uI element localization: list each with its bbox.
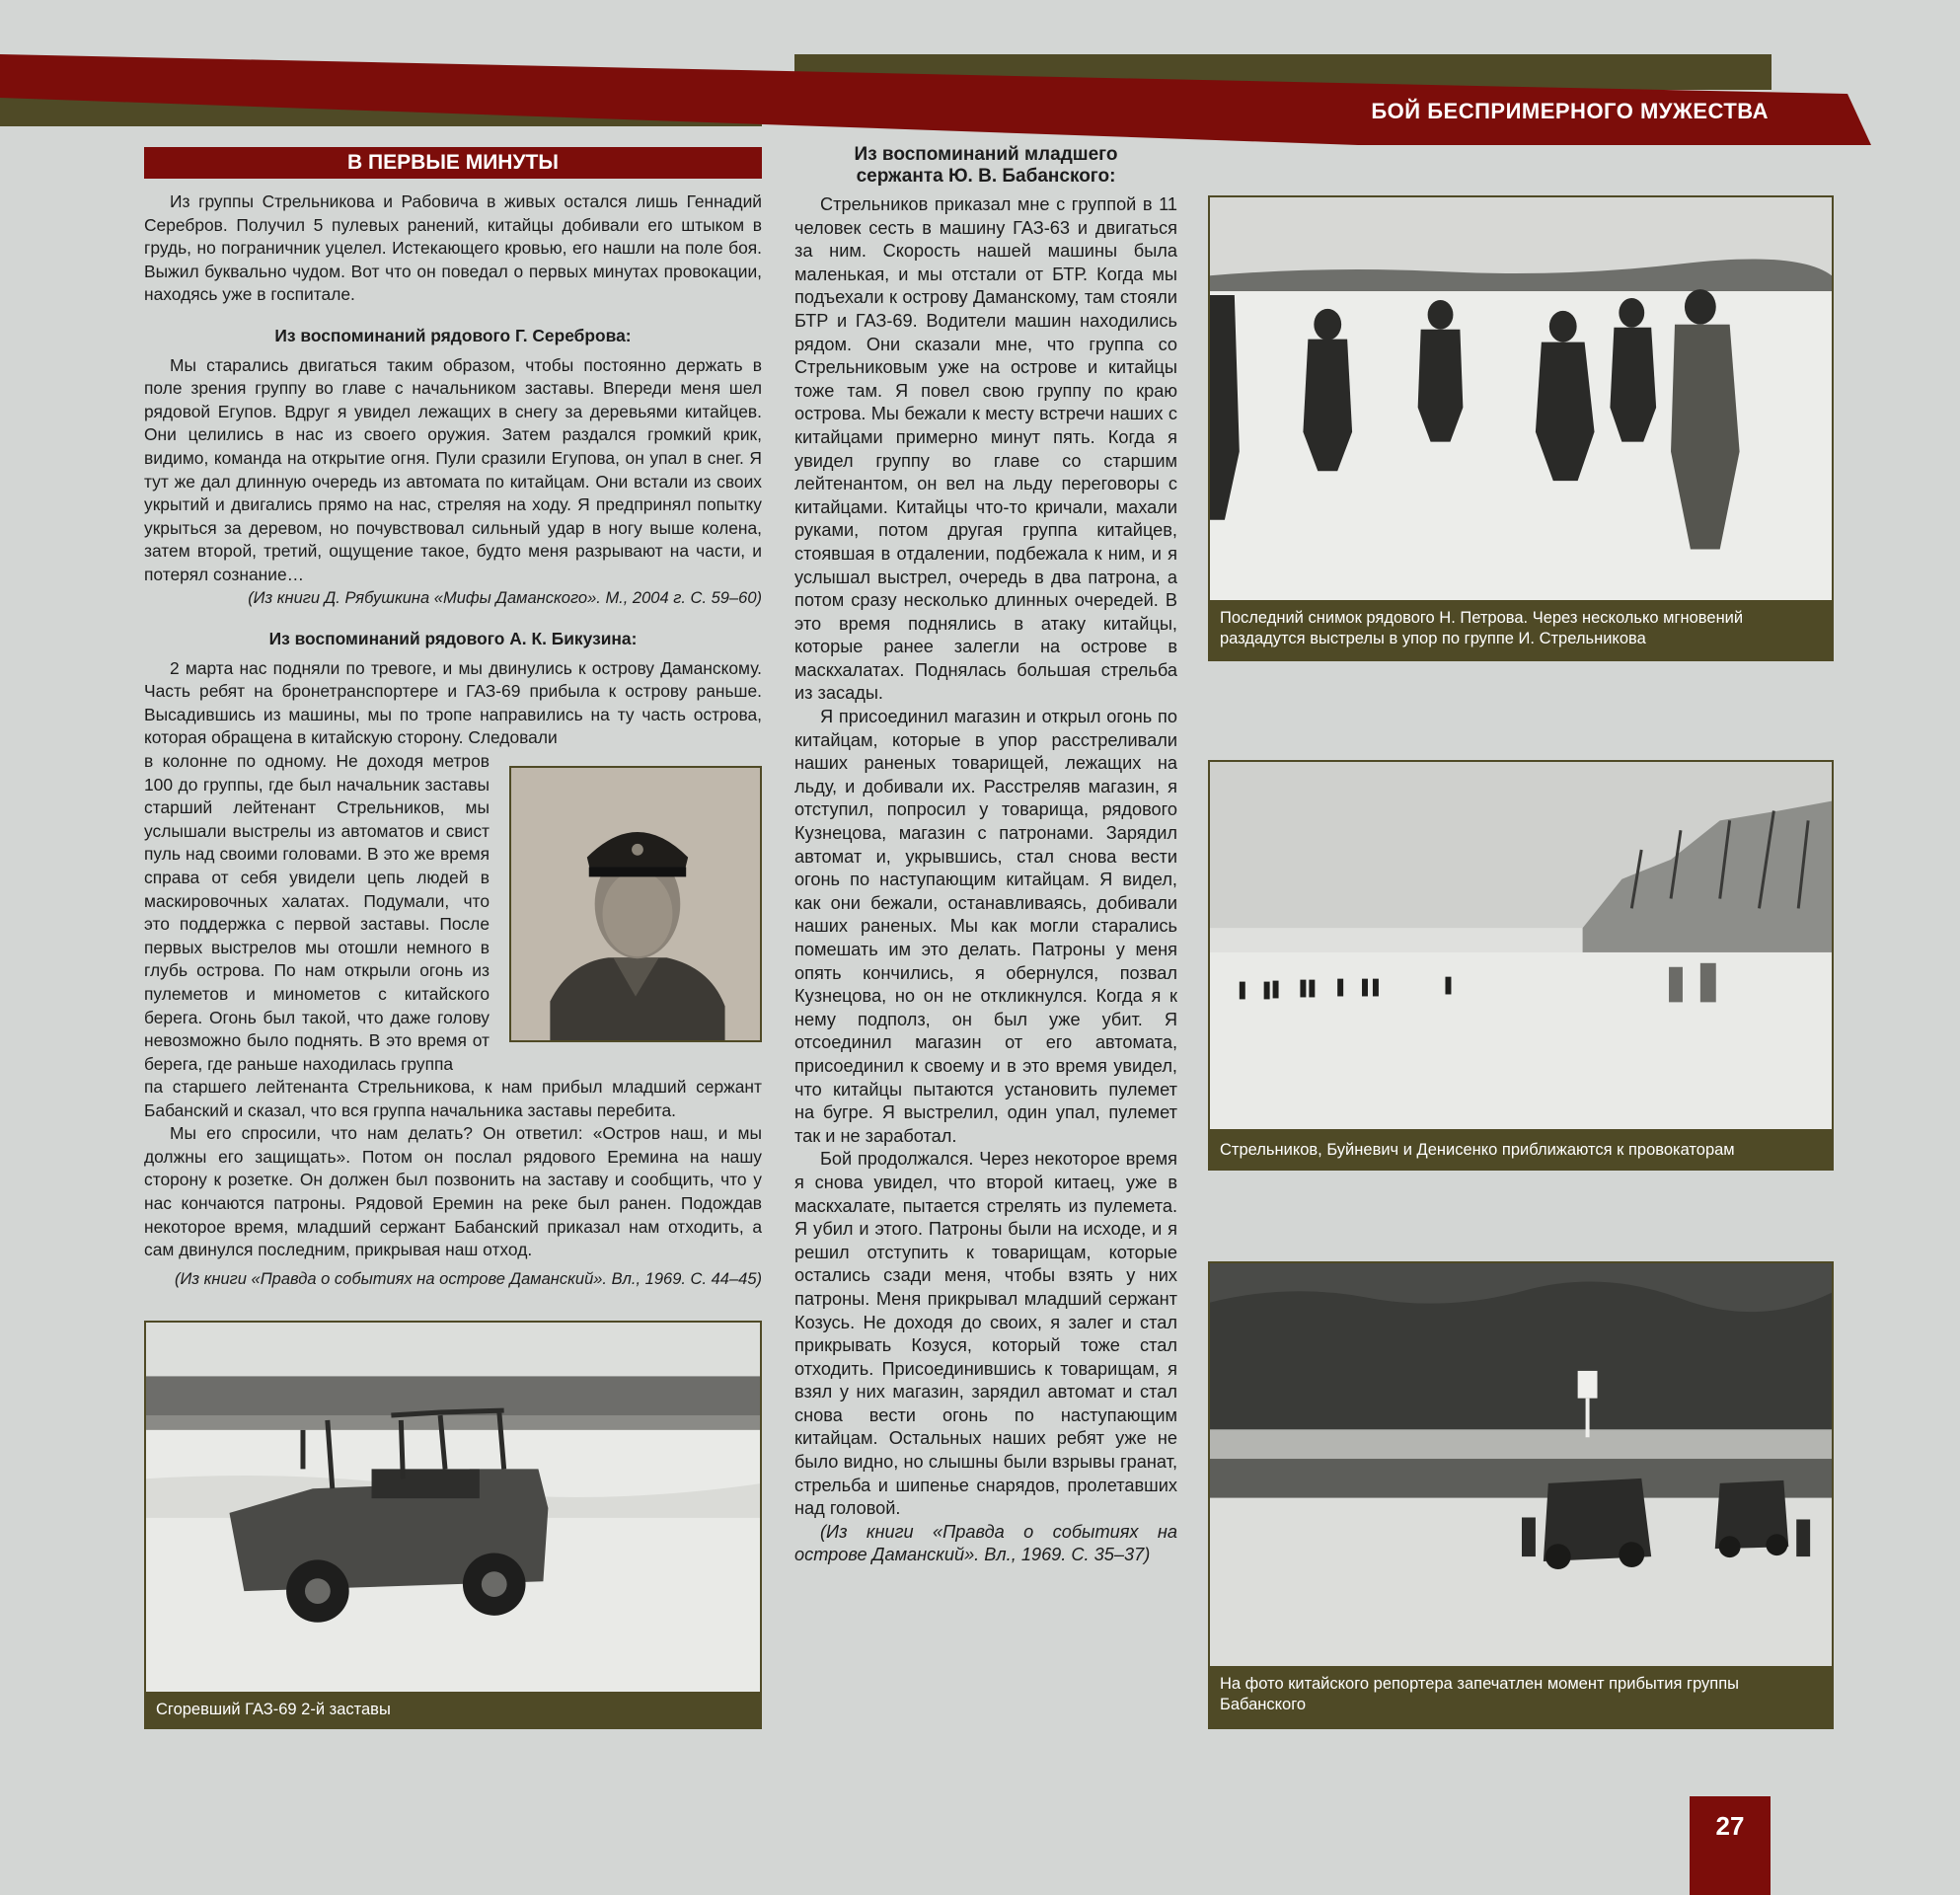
- portrait-photo: [509, 766, 762, 1042]
- middle-column: [794, 144, 1177, 1567]
- bikuzin-paragraph-a: 2 марта нас подняли по тревоге, и мы двинулись к острову Даманскому. Часть ребят на бронетранспортере и ГАЗ-69 прибыла к острову раньше. Высадившись из машины, мы по тропе направились на ту часть острова, которая обращена в китайскую сторону. Следовали: [144, 657, 762, 748]
- section-title-bar: В ПЕРВЫЕ МИНУТЫ: [144, 147, 762, 179]
- intro-paragraph: Из группы Стрельникова и Рабовича в живых остался лишь Геннадий Серебров. Получил 5 пулевых ранений, китайцы добивали его штыком в грудь, но пограничник уцелел. Истекающего кровью, его нашли на поле боя. Выжил буквально чудом. Вот что он поведал о первых минутах провокации, находясь уже в госпитале.: [144, 191, 762, 305]
- bikuzin-paragraph-c: па старшего лейтенанта Стрельникова, к нам прибыл младший сержант Бабанский и сказал, что вся группа начальника заставы перебита.: [144, 1077, 762, 1120]
- subheading-serebrov: Из воспоминаний рядового Г. Сереброва:: [274, 325, 632, 345]
- figures-on-ice-caption: Стрельников, Буйневич и Денисенко приближаются к провокаторам: [1208, 1131, 1834, 1171]
- jeep-photo-caption: Сгоревший ГАЗ-69 2-й заставы: [144, 1694, 762, 1729]
- figures-on-ice-photo: [1208, 760, 1834, 1131]
- left-column-lower: [144, 1076, 762, 1291]
- babansky-paragraph-2: Я присоединил магазин и открыл огонь по китайцам, которые в упор расстреливали наших раненых товарищей, лежащих на льду, и добивали их. Расстреляв магазин, я отступил, попросил у товарища, рядового Кузнецова, магазин с патронами. Зарядил автомат и, укрывшись, стал снова вести огонь по наступающим китайцам. Я видел, как они бежали, останавливаясь, добивали наших раненых. Мы как могли старались помешать им это делать. Патроны у меня опять кончились, я обернулся, позвал Кузнецова, но он не откликнулся. Когда я к нему подполз, он был уже убит. Я отсоединил магазин от его автомата, присоединил к своему и в это время увидел, что китайцы пытаются установить пулемет на бугре. Я выстрелил, один упал, пулемет так и не заработал.: [794, 707, 1177, 1146]
- vehicles-arrival-caption: На фото китайского репортера запечатлен момент прибытия группы Бабанского: [1208, 1668, 1834, 1729]
- vehicles-arrival-photo: [1208, 1261, 1834, 1668]
- left-column-wrap: [144, 750, 490, 1076]
- bikuzin-paragraph-d: Мы его спросили, что нам делать? Он ответил: «Остров наш, и мы должны его защищать». Потом он послал рядового Еремина на нашу сторону к розетке. Он должен был позвонить на заставу и сообщить, что у нас кончаются патроны. Рядовой Еремин на реке был ранен. Подождав некоторое время, младший сержант Бабанский приказал нам отходить, а сам двинулся последним, прикрывая наш отход.: [144, 1123, 762, 1260]
- header-title: БОЙ БЕСПРИМЕРНОГО МУЖЕСТВА: [1371, 99, 1769, 123]
- babansky-paragraph-1: Стрельников приказал мне с группой в 11 человек сесть в машину ГАЗ-63 и двигаться за ним. Скорость нашей машины была маленькая, и мы отстали от БТР. Когда мы подъехали к острову Даманскому, там стояли БТР и ГАЗ-69. Водители машин находились рядом. Они сказали мне, что группа со Стрельниковым уже на острове и китайцы тоже там. Я повел свою группу по краю острова. Мы бежали к месту встречи наших с китайцами примерно минут пять. Когда я увидел группу во главе со старшим лейтенантом, он вел на льду переговоры с китайцами. Китайцы что-то кричали, махали руками, потом другая группа китайцев, стоявшая в отдалении, подбежала к ним, и я услышал выстрел, очередь в два патрона, а потом сразу несколько длинных очередей. В это время поднялись в атаку китайцы, которые ранее залегли на острове в маскхалатах. Поднялась большая стрельба из засады.: [794, 194, 1177, 704]
- citation-bikuzin: (Из книги «Правда о событиях на острове Даманский». Вл., 1969. С. 44–45): [175, 1269, 762, 1288]
- jeep-photo: [144, 1321, 762, 1694]
- citation-babansky: (Из книги «Правда о событиях на острове Даманский». Вл., 1969. С. 35–37): [794, 1521, 1177, 1565]
- babansky-paragraph-3: Бой продолжался. Через некоторое время я снова увидел, что второй китаец, уже в маскхалате, пытается стрелять из пулемета. Я убил и этого. Патроны были на исходе, и я решил отступить к товарищам, которые остались сзади меня, чтобы взять у них патроны. Меня прикрывал младший сержант Козусь. Не доходя до своих, я залег и стал прикрывать Козуся, который тоже стал отходить. Присоединившись к товарищам, я взял у них магазин, зарядил автомат и стал снова вести огонь по наступающим китайцам. Остальных наших ребят уже не было видно, но слышны были взрывы гранат, стрельба и шипенье снарядов, пролетавших над головой.: [794, 1149, 1177, 1519]
- middle-heading: Из воспоминаний младшего сержанта Ю. В. Бабанского:: [854, 144, 1118, 187]
- bikuzin-paragraph-b: в колонне по одному. Не доходя метров 100 до группы, где был начальник заставы старший лейтенант Стрельников, мы услышали выстрелы из автоматов и свист пуль над своими головами. В это же время справа от себя увидели цепь людей в маскировочных халатах. Подумали, что это поддержка с первой заставы. После первых выстрелов мы отошли немного в глубь острова. По нам открыли огонь из пулеметов и минометов с китайского берега. Огонь был такой, что даже голову невозможно было поднять. В это время от берега, где раньше находилась группа: [144, 751, 490, 1074]
- left-column-upper: [144, 190, 762, 750]
- citation-serebrov: (Из книги Д. Рябушкина «Мифы Даманского». М., 2004 г. С. 59–60): [248, 588, 762, 607]
- soldiers-walking-photo: [1208, 195, 1834, 602]
- subheading-bikuzin: Из воспоминаний рядового А. К. Бикузина:: [268, 629, 638, 649]
- serebrov-paragraph: Мы старались двигаться таким образом, чтобы постоянно держать в поле зрения группу во главе с начальником заставы. Впереди меня шел рядовой Егупов. Вдруг я увидел лежащих в снегу за деревьями китайцев. Они целились в нас из своего оружия. Затем раздался громкий крик, видимо, команда на открытие огня. Пули сразили Егупова, он упал в снег. Я тут же дал длинную очередь из автомата по китайцам. Они встали из своих укрытий и двигались прямо на нас, стреляя на ходу. Я предпринял попытку укрыться за деревом, но почувствовал сильный удар в ногу выше колена, затем второй, третий, ощущение такое, будто меня разрывают на части, и потерял сознание…: [144, 354, 762, 584]
- page-number: 27: [1690, 1796, 1771, 1895]
- soldiers-walking-caption: Последний снимок рядового Н. Петрова. Через несколько мгновений раздадутся выстрелы в упор по группе И. Стрельникова: [1208, 602, 1834, 661]
